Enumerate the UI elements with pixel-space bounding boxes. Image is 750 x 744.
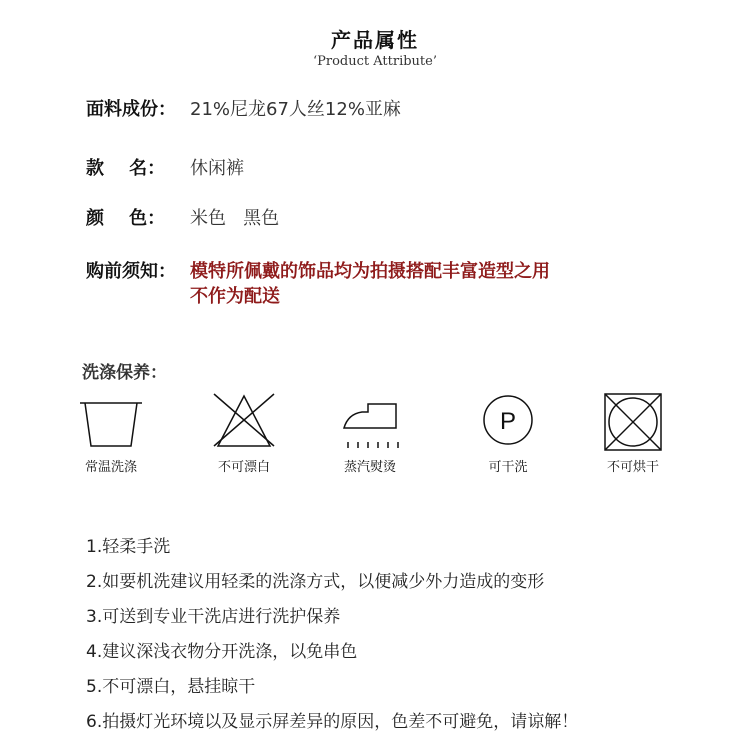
care-item-normal-wash [51,392,171,475]
dry-clean-p-icon [476,392,540,448]
notice-text [190,259,550,309]
care-item-label: 蒸汽熨烫 [343,460,396,475]
steam-iron-icon [338,392,402,452]
notice-line: 模特所佩戴的饰品均为拍摄搭配丰富造型之用 [190,261,550,282]
attribute-label: 面料成份： [86,99,176,120]
page-subtitle: ‘Product Attribute’ [313,54,437,69]
attribute-label: 款 名： [86,158,166,179]
care-item-dry-clean [448,392,568,475]
care-item-label: 可干洗 [488,460,528,475]
care-item-label: 常温洗涤 [84,460,137,475]
note-item: 1.轻柔手洗 [86,537,171,557]
no-bleach-icon [212,392,276,448]
attribute-value: 休闲裤 [190,158,244,179]
notice-line: 不作为配送 [190,286,280,307]
care-item-label: 不可漂白 [217,460,270,475]
care-item-label: 不可烘干 [606,460,659,475]
attribute-fabric [86,99,401,121]
purchase-notice [86,259,550,309]
notice-label: 购前须知： [86,261,176,282]
attribute-color [86,208,279,230]
care-item-no-tumble-dry [573,392,693,475]
attribute-style-name [86,158,244,180]
note-item: 2.如要机洗建议用轻柔的洗涤方式，以便减少外力造成的变形 [86,572,545,592]
care-section-title: 洗涤保养： [82,363,167,383]
svg-text:P: P [499,408,517,435]
care-item-steam-iron [310,392,430,475]
note-item: 3.可送到专业干洗店进行洗护保养 [86,607,341,627]
care-notes [86,534,578,744]
attribute-value: 米色 黑色 [190,208,280,229]
note-item: 6.拍摄灯光环境以及显示屏差异的原因，色差不可避免，请谅解！ [86,712,579,732]
wash-basin-icon [79,392,143,448]
attribute-value: 21%尼龙67人丝12%亚麻 [190,99,401,120]
note-item: 5.不可漂白，悬挂晾干 [86,677,256,697]
note-item: 4.建议深浅衣物分开洗涤，以免串色 [86,642,358,662]
care-item-no-bleach [184,392,304,475]
attribute-label: 颜 色： [86,208,166,229]
page-title: 产品属性 [331,28,419,52]
no-tumble-dry-icon [601,392,665,456]
